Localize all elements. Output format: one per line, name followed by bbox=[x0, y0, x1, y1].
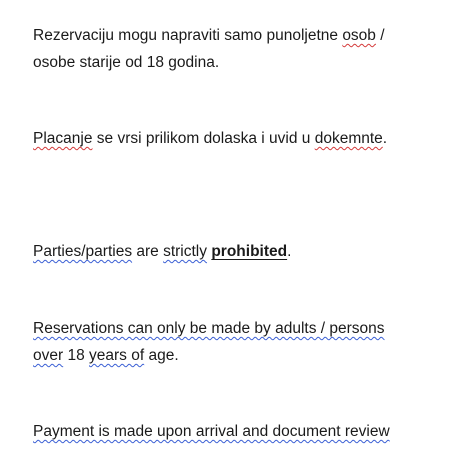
emphasis-prohibited: prohibited bbox=[211, 243, 288, 260]
text-run: Rezervaciju mogu napraviti samo punoljetne bbox=[33, 27, 343, 44]
text-run: . bbox=[382, 130, 388, 147]
paragraph-payment-en bbox=[33, 418, 433, 445]
paragraph-parties-en bbox=[33, 238, 433, 265]
flagged-phrase[interactable]: years of bbox=[89, 347, 145, 364]
paragraph-line bbox=[33, 22, 433, 49]
text-run: are bbox=[132, 243, 164, 260]
flagged-word[interactable]: strictly bbox=[163, 243, 208, 260]
paragraph-age-requirement-en bbox=[33, 315, 433, 369]
flagged-line[interactable]: Payment is made upon arrival and document review bbox=[33, 423, 390, 440]
misspelled-word[interactable]: osob bbox=[342, 27, 376, 44]
text-run: se vrsi prilikom dolaska i uvid u bbox=[92, 130, 315, 147]
paragraph-payment-bs bbox=[33, 125, 433, 152]
flagged-line[interactable]: Reservations can only be made by adults / persons bbox=[33, 320, 385, 337]
text-run: age. bbox=[144, 347, 179, 364]
text-run: . bbox=[287, 243, 292, 260]
text-run: 18 bbox=[63, 347, 90, 364]
misspelled-word[interactable]: Placanje bbox=[33, 130, 93, 147]
flagged-word[interactable]: over bbox=[33, 347, 64, 364]
flagged-phrase[interactable]: Parties/parties bbox=[33, 243, 133, 260]
paragraph-line bbox=[33, 342, 433, 369]
paragraph-age-requirement-bs bbox=[33, 22, 433, 76]
paragraph-line: osobe starije od 18 godina. bbox=[33, 54, 220, 71]
text-run: / bbox=[375, 27, 385, 44]
misspelled-word[interactable]: dokemnte bbox=[314, 130, 383, 147]
